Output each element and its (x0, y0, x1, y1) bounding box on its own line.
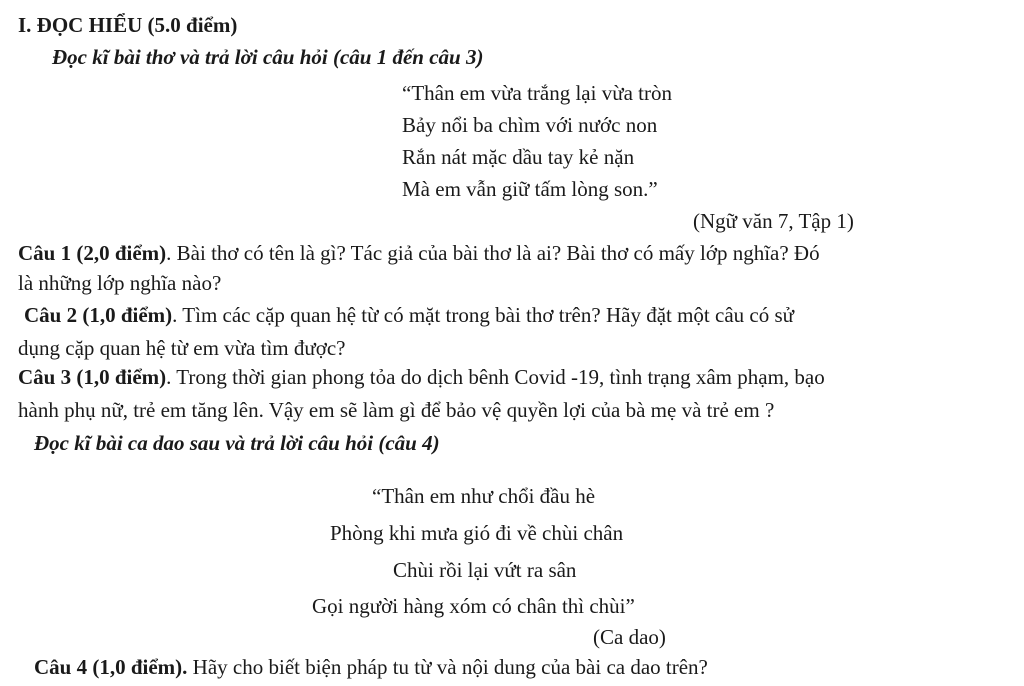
question-1-text-cont: là những lớp nghĩa nào? (18, 271, 222, 295)
question-4-label: Câu 4 (1,0 điểm). (34, 655, 188, 679)
question-4 (34, 656, 708, 679)
question-2-label: Câu 2 (1,0 điểm) (24, 303, 173, 327)
poem-1-line: Rắn nát mặc dầu tay kẻ nặn (402, 145, 635, 169)
question-2-text: . Tìm các cặp quan hệ từ có mặt trong bài thơ trên? Hãy đặt một câu có sử (172, 303, 795, 327)
question-1-text: . Bài thơ có tên là gì? Tác giả của bài thơ là ai? Bài thơ có mấy lớp nghĩa? Đó (166, 241, 820, 265)
question-3-text: . Trong thời gian phong tỏa do dịch bênh Covid -19, tình trạng xâm phạm, bạo (166, 365, 825, 389)
question-2-text-cont: dụng cặp quan hệ từ em vừa tìm được? (18, 336, 346, 360)
question-3-label: Câu 3 (1,0 điểm) (18, 365, 167, 389)
poem-2-source: (Ca dao) (593, 625, 666, 649)
instruction-poem-1: Đọc kĩ bài thơ và trả lời câu hỏi (câu 1 đến câu 3) (52, 45, 484, 69)
poem-2-line: “Thân em như chổi đầu hè (372, 484, 596, 508)
poem-1-source: (Ngữ văn 7, Tập 1) (693, 209, 854, 233)
question-1-label: Câu 1 (2,0 điểm) (18, 241, 167, 265)
poem-2-line: Gọi người hàng xóm có chân thì chùi” (312, 594, 635, 618)
poem-1-line: Mà em vẫn giữ tấm lòng son.” (402, 177, 658, 201)
poem-1-line: Bảy nổi ba chìm với nước non (402, 113, 658, 137)
section-heading: I. ĐỌC HIỂU (5.0 điểm) (18, 13, 238, 37)
question-3-text-cont: hành phụ nữ, trẻ em tăng lên. Vậy em sẽ làm gì để bảo vệ quyền lợi của bà mẹ và trẻ em ? (18, 398, 775, 422)
instruction-poem-2: Đọc kĩ bài ca dao sau và trả lời câu hỏi (câu 4) (34, 431, 440, 455)
question-4-text: Hãy cho biết biện pháp tu từ và nội dung của bài ca dao trên? (187, 655, 708, 679)
poem-1-line: “Thân em vừa trắng lại vừa tròn (402, 81, 672, 105)
poem-2-line: Chùi rồi lại vứt ra sân (393, 558, 577, 582)
poem-2-line: Phòng khi mưa gió đi về chùi chân (330, 521, 624, 545)
